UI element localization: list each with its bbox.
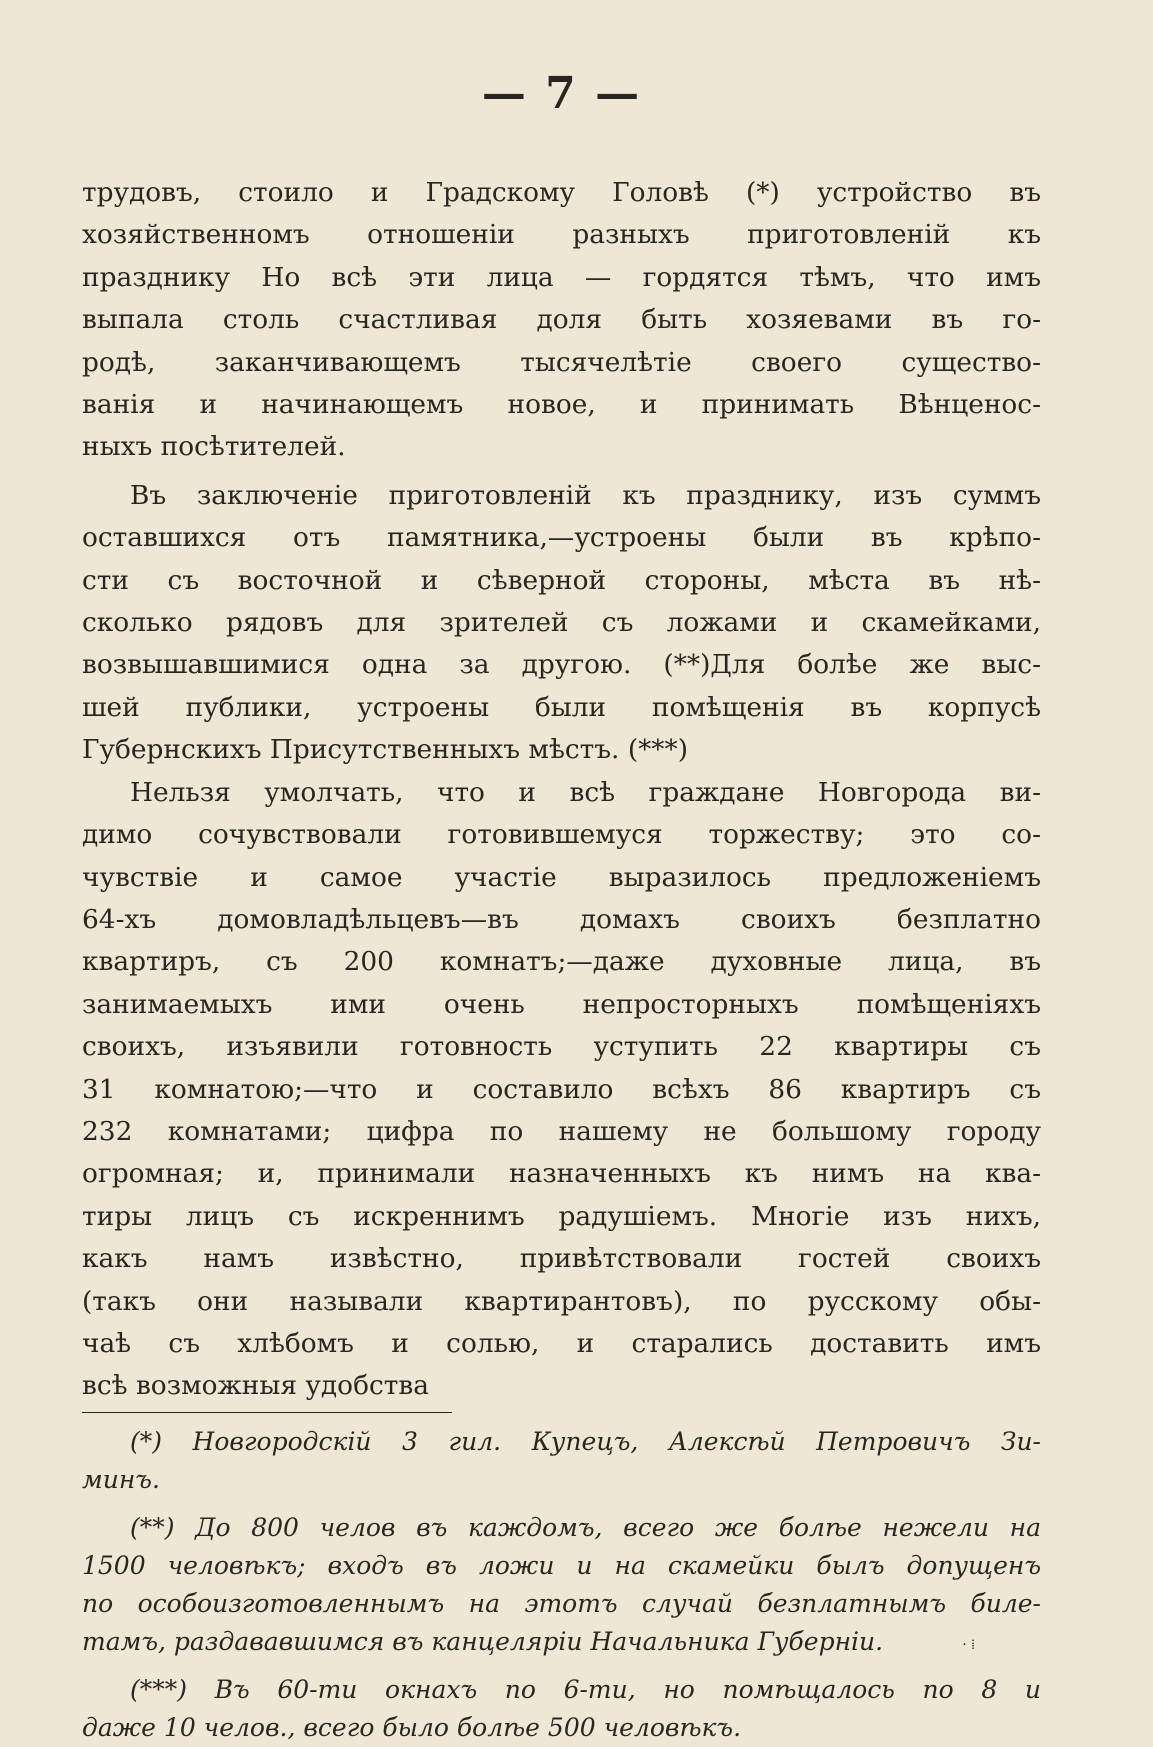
text-line: своихъ, изъявили готовность уступить 22 квартиры съ (82, 1031, 1041, 1063)
text-line: какъ намъ извѣстно, привѣтствовали гостей своихъ (82, 1243, 1041, 1275)
text-line: родѣ, заканчивающемъ тысячелѣтіе своего существо- (82, 346, 1041, 378)
text-line: оставшихся отъ памятника,—устроены были въ крѣпо- (82, 522, 1041, 554)
text-line: всѣ возможныя удобства (82, 1370, 429, 1402)
text-line: трудовъ, стоило и Градскому Головѣ (*) устройство въ (82, 177, 1041, 208)
text-line: димо сочувствовали готовившемуся торжеству; это со- (82, 819, 1041, 851)
text-line: сколько рядовъ для зрителей съ ложами и скамейками, (82, 607, 1041, 639)
footnote-2 (82, 1509, 1041, 1661)
text-line: ванія и начинающемъ новое, и принимать Вѣнценос- (82, 389, 1041, 421)
footnote-divider (82, 1412, 452, 1413)
page-number: — 7 — (481, 68, 642, 119)
text-line: празднику Но всѣ эти лица — гордятся тѣмъ, что имъ (82, 261, 1041, 293)
footnote-1 (82, 1423, 1041, 1499)
text-line: Нельзя умолчать, что и всѣ граждане Новгорода ви- (130, 776, 1041, 808)
text-line: ныхъ посѣтителей. (82, 431, 346, 463)
text-line: занимаемыхъ ими очень непросторныхъ помѣщеніяхъ (82, 988, 1041, 1020)
text-line: квартиръ, съ 200 комнатъ;—даже духовные лица, въ (82, 946, 1041, 978)
text-line: огромная; и, принимали назначенныхъ къ нимъ на ква- (82, 1158, 1041, 1190)
text-line: шей публики, устроены были помѣщенія въ корпусѣ (82, 691, 1041, 723)
text-line: выпала столь счастливая доля быть хозяевами въ го- (82, 304, 1041, 336)
text-line: чаѣ съ хлѣбомъ и солью, и старались доставить имъ (82, 1327, 1041, 1359)
footnote-line: по особоизготовленнымъ на этотъ случай безплатнымъ биле- (82, 1588, 1041, 1618)
text-line: (такъ они называли квартирантовъ), по русскому обы- (82, 1285, 1041, 1317)
text-line: Губернскихъ Присутственныхъ мѣстъ. (***) (82, 734, 688, 766)
text-line: 64-хъ домовладѣльцевъ—въ домахъ своихъ безплатно (82, 903, 1041, 935)
footnote-line: 1500 человѣкъ; входъ въ ложи и на скамейки былъ допущенъ (82, 1550, 1041, 1580)
footnote-line: тамъ, раздававшимся въ канцеляріи Начальника Губерніи. (82, 1626, 884, 1656)
text-line: тиры лицъ съ искреннимъ радушіемъ. Многіе изъ нихъ, (82, 1200, 1041, 1232)
footnotes (82, 1423, 1041, 1747)
text-line: хозяйственномъ отношеніи разныхъ приготовленій къ (82, 219, 1041, 251)
paragraph-3 (82, 772, 1041, 1408)
text-line: чувствіе и самое участіе выразилось предложеніемъ (82, 861, 1041, 893)
text-line: возвышавшимися одна за другою. (**)Для болѣе же выс- (82, 649, 1041, 681)
text-line: Въ заключеніе приготовленій къ празднику, изъ суммъ (130, 479, 1041, 511)
paragraph-1 (82, 172, 1041, 469)
footnote-line: даже 10 челов., всего было болѣе 500 человѣкъ. (82, 1712, 742, 1742)
text-line: 232 комнатами; цифра по нашему не большому городу (82, 1115, 1041, 1147)
print-specks: · ⁞ (962, 1637, 975, 1653)
paragraph-2 (82, 475, 1041, 772)
footnote-line: (***) Въ 60-ти окнахъ по 6-ти, но помѣщалось по 8 и (130, 1674, 1041, 1704)
body-text (82, 172, 1041, 1408)
footnote-line: (**) До 800 челов въ каждомъ, всего же болѣе нежели на (130, 1512, 1041, 1542)
footnote-line: минъ. (82, 1464, 160, 1494)
text-line: сти съ восточной и сѣверной стороны, мѣста въ нѣ- (82, 564, 1041, 596)
footnote-line: (*) Новгородскій 3 гил. Купецъ, Алексѣй Петровичъ Зи- (130, 1426, 1041, 1456)
footnote-3 (82, 1671, 1041, 1747)
text-line: 31 комнатою;—что и составило всѣхъ 86 квартиръ съ (82, 1073, 1041, 1105)
